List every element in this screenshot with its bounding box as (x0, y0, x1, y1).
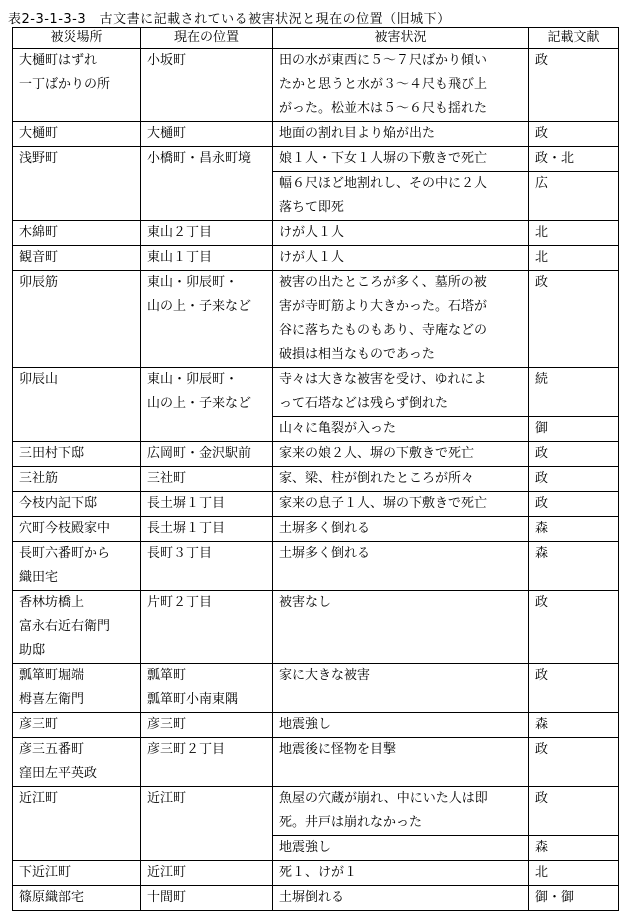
table-body (13, 49, 619, 911)
cell-location (141, 787, 273, 861)
cell-place-line: 大樋町 (19, 126, 59, 141)
cell-place-line: 彦三五番町 (19, 742, 85, 757)
cell-place-line: 織田宅 (19, 570, 59, 585)
cell-source (529, 467, 619, 492)
cell-location-line: 大樋町 (147, 126, 187, 141)
header-row (13, 28, 619, 49)
cell-source-line: 政 (535, 471, 549, 486)
cell-location-line: 彦三町 (147, 717, 187, 732)
cell-source-line: 北 (535, 865, 549, 880)
cell-location (141, 492, 273, 517)
table-row (13, 442, 619, 467)
cell-place (13, 271, 141, 368)
cell-source (529, 172, 619, 221)
cell-source-line: 政 (535, 742, 549, 757)
cell-location-line: 瓢箪町 (147, 668, 187, 683)
cell-damage-line: 寺々は大きな被害を受け、ゆれによ (279, 372, 487, 387)
cell-place (13, 861, 141, 886)
cell-damage-line: 落ちて即死 (279, 200, 344, 215)
cell-place (13, 517, 141, 542)
cell-place (13, 368, 141, 442)
cell-source-line: 御・御 (535, 890, 575, 905)
cell-location (141, 713, 273, 738)
cell-source-line: 政 (535, 275, 549, 290)
cell-source (529, 664, 619, 713)
cell-place-line: 今枝内記下邸 (19, 496, 98, 511)
cell-place-line: 香林坊橋上 (19, 595, 85, 610)
cell-source (529, 442, 619, 467)
cell-source (529, 246, 619, 271)
table-row (13, 122, 619, 147)
cell-place (13, 442, 141, 467)
cell-place (13, 713, 141, 738)
cell-place-line: 穴町今枝殿家中 (19, 521, 111, 536)
cell-location-line: 東山・卯辰町・ (147, 275, 239, 290)
cell-location-line: 長土塀１丁目 (147, 521, 226, 536)
cell-damage-line: 土塀多く倒れる (279, 546, 371, 561)
cell-place-line: 長町六番町から (19, 546, 111, 561)
cell-damage (273, 542, 529, 591)
cell-location (141, 368, 273, 442)
cell-location-line: 東山２丁目 (147, 225, 213, 240)
cell-damage (273, 886, 529, 911)
header-source: 記載文献 (529, 28, 619, 49)
table-row (13, 246, 619, 271)
cell-damage-line: 被害の出たところが多く、墓所の被 (279, 275, 487, 290)
cell-damage-line: 家に大きな被害 (279, 668, 371, 683)
cell-source-line: 森 (535, 840, 549, 855)
cell-place-line: 栂喜左衛門 (19, 692, 85, 707)
cell-damage (273, 664, 529, 713)
table-row (13, 886, 619, 911)
cell-damage-line: 地面の割れ目より焔が出た (279, 126, 436, 141)
cell-location-line: 小橋町・昌永町境 (147, 151, 252, 166)
cell-damage-line: 家、梁、柱が倒れたところが所々 (279, 471, 475, 486)
cell-source (529, 492, 619, 517)
cell-source (529, 861, 619, 886)
table-row (13, 591, 619, 664)
cell-place (13, 591, 141, 664)
cell-location-line: 山の上・子来など (147, 299, 252, 314)
cell-damage (273, 738, 529, 787)
table-row (13, 492, 619, 517)
cell-damage-line: 地震強し (279, 840, 332, 855)
cell-source (529, 886, 619, 911)
cell-place-line: 卯辰山 (19, 372, 59, 387)
cell-damage-line: 地震後に怪物を目撃 (279, 742, 397, 757)
cell-damage-line: けが人１人 (279, 225, 345, 240)
cell-location-line: 山の上・子来など (147, 396, 252, 411)
cell-place-line: 大樋町はずれ (19, 53, 98, 68)
cell-source-line: 政・北 (535, 151, 575, 166)
cell-damage (273, 147, 529, 172)
cell-place (13, 246, 141, 271)
table-row (13, 49, 619, 122)
cell-location-line: 片町２丁目 (147, 595, 213, 610)
cell-place (13, 886, 141, 911)
cell-place (13, 122, 141, 147)
table-row (13, 664, 619, 713)
table-row (13, 517, 619, 542)
cell-source-line: 政 (535, 496, 549, 511)
cell-place (13, 664, 141, 713)
cell-location-line: 長町３丁目 (147, 546, 213, 561)
cell-source-line: 北 (535, 250, 549, 265)
cell-place-line: 近江町 (19, 791, 59, 806)
cell-place-line: 篠原織部宅 (19, 890, 85, 905)
cell-damage-line: がった。松並木は５～６尺も揺れた (279, 101, 488, 116)
cell-source-line: 続 (535, 372, 549, 387)
cell-place (13, 147, 141, 221)
cell-damage-line: 家来の息子１人、塀の下敷きで死亡 (279, 496, 488, 511)
cell-source (529, 787, 619, 836)
table-row (13, 221, 619, 246)
header-place: 被災場所 (13, 28, 141, 49)
table-row (13, 542, 619, 591)
cell-source (529, 49, 619, 122)
cell-place (13, 738, 141, 787)
cell-source (529, 368, 619, 417)
cell-damage-line: 幅６尺ほど地割れし、その中に２人 (279, 176, 488, 191)
cell-damage-line: 土塀多く倒れる (279, 521, 371, 536)
cell-location (141, 664, 273, 713)
cell-damage (273, 271, 529, 368)
cell-damage (273, 172, 529, 221)
cell-source (529, 836, 619, 861)
cell-place (13, 49, 141, 122)
cell-damage-line: 娘１人・下女１人塀の下敷きで死亡 (279, 151, 488, 166)
cell-place (13, 221, 141, 246)
cell-damage-line: 破損は相当なものであった (279, 347, 435, 362)
cell-location-line: 長土塀１丁目 (147, 496, 226, 511)
cell-location (141, 442, 273, 467)
cell-damage (273, 836, 529, 861)
cell-place-line: 木綿町 (19, 225, 59, 240)
cell-source-line: 政 (535, 53, 549, 68)
cell-location (141, 246, 273, 271)
cell-source (529, 417, 619, 442)
cell-damage-line: 谷に落ちたものもあり、寺庵などの (279, 323, 488, 338)
cell-location-line: 十間町 (147, 890, 187, 905)
cell-damage (273, 591, 529, 664)
cell-source-line: 政 (535, 595, 549, 610)
cell-location (141, 886, 273, 911)
cell-location-line: 東山１丁目 (147, 250, 213, 265)
damage-table (12, 27, 619, 911)
cell-place-line: 瓢箪町堀端 (19, 668, 85, 683)
cell-source (529, 147, 619, 172)
cell-damage-line: って石塔などは残らず倒れた (279, 396, 449, 411)
cell-source-line: 森 (535, 717, 549, 732)
cell-source-line: 政 (535, 668, 549, 683)
cell-location (141, 49, 273, 122)
cell-source-line: 広 (535, 176, 549, 191)
cell-damage (273, 122, 529, 147)
cell-location-line: 広岡町・金沢駅前 (147, 446, 252, 461)
cell-damage (273, 492, 529, 517)
cell-location-line: 小坂町 (147, 53, 187, 68)
cell-damage (273, 467, 529, 492)
cell-place-line: 一丁ばかりの所 (19, 77, 111, 92)
cell-source (529, 542, 619, 591)
cell-location (141, 738, 273, 787)
cell-damage (273, 787, 529, 836)
cell-damage (273, 221, 529, 246)
cell-location-line: 東山・卯辰町・ (147, 372, 239, 387)
cell-damage-line: 田の水が東西に５～７尺ばかり傾い (279, 53, 488, 68)
cell-location (141, 467, 273, 492)
cell-location-line: 彦三町２丁目 (147, 742, 226, 757)
cell-place-line: 卯辰筋 (19, 275, 59, 290)
cell-source-line: 森 (535, 521, 549, 536)
cell-place-line: 富永右近右衛門 (19, 619, 111, 634)
cell-location (141, 542, 273, 591)
cell-damage-line: 害が寺町筋より大きかった。石塔が (279, 299, 488, 314)
cell-place-line: 観音町 (19, 250, 59, 265)
cell-source (529, 713, 619, 738)
cell-damage (273, 417, 529, 442)
cell-damage-line: けが人１人 (279, 250, 345, 265)
cell-source (529, 517, 619, 542)
cell-source (529, 122, 619, 147)
header-damage: 被害状況 (273, 28, 529, 49)
cell-damage-line: 死１、けが１ (279, 865, 358, 880)
cell-location (141, 221, 273, 246)
cell-source-line: 森 (535, 546, 549, 561)
cell-source (529, 221, 619, 246)
cell-damage-line: 被害なし (279, 595, 332, 610)
cell-damage (273, 861, 529, 886)
cell-location-line: 近江町 (147, 865, 187, 880)
cell-damage (273, 713, 529, 738)
table-row (13, 738, 619, 787)
table-row (13, 467, 619, 492)
cell-damage-line: 山々に亀裂が入った (279, 421, 397, 436)
cell-location (141, 861, 273, 886)
cell-damage-line: 家来の娘２人、塀の下敷きで死亡 (279, 446, 475, 461)
cell-damage (273, 517, 529, 542)
cell-damage-line: 魚屋の穴蔵が崩れ、中にいた人は即 (279, 791, 488, 806)
table-row (13, 787, 619, 836)
cell-location (141, 122, 273, 147)
cell-location-line: 三社町 (147, 471, 187, 486)
cell-source-line: 政 (535, 126, 549, 141)
table-row (13, 713, 619, 738)
cell-damage (273, 246, 529, 271)
cell-place (13, 492, 141, 517)
cell-place-line: 彦三町 (19, 717, 59, 732)
cell-damage (273, 368, 529, 417)
cell-damage-line: 地震強し (279, 717, 332, 732)
cell-damage (273, 442, 529, 467)
cell-place (13, 542, 141, 591)
cell-source-line: 政 (535, 791, 549, 806)
cell-location (141, 517, 273, 542)
cell-place-line: 浅野町 (19, 151, 59, 166)
cell-source-line: 政 (535, 446, 549, 461)
cell-place (13, 467, 141, 492)
cell-source (529, 591, 619, 664)
cell-place-line: 三田村下邸 (19, 446, 85, 461)
cell-place-line: 窪田左平英政 (19, 766, 98, 781)
cell-place-line: 三社筋 (19, 471, 59, 486)
table-row (13, 271, 619, 368)
cell-place-line: 下近江町 (19, 865, 72, 880)
cell-source-line: 御 (535, 421, 549, 436)
table-caption: 表2-3-1-3-3 古文書に記載されている被害状況と現在の位置（旧城下） (8, 12, 451, 27)
cell-location (141, 271, 273, 368)
cell-location-line: 瓢箪町小南東隅 (147, 692, 239, 707)
table-row (13, 861, 619, 886)
cell-location-line: 近江町 (147, 791, 187, 806)
cell-place (13, 787, 141, 861)
cell-damage-line: 死。井戸は崩れなかった (279, 815, 423, 830)
cell-location (141, 591, 273, 664)
cell-source (529, 271, 619, 368)
cell-damage-line: 土塀倒れる (279, 890, 345, 905)
table-row (13, 147, 619, 172)
cell-source-line: 北 (535, 225, 549, 240)
cell-damage-line: たかと思うと水が３～４尺も飛び上 (279, 77, 488, 92)
header-location: 現在の位置 (141, 28, 273, 49)
cell-location (141, 147, 273, 221)
cell-damage (273, 49, 529, 122)
cell-place-line: 助邸 (19, 643, 46, 658)
cell-source (529, 738, 619, 787)
table-row (13, 368, 619, 417)
